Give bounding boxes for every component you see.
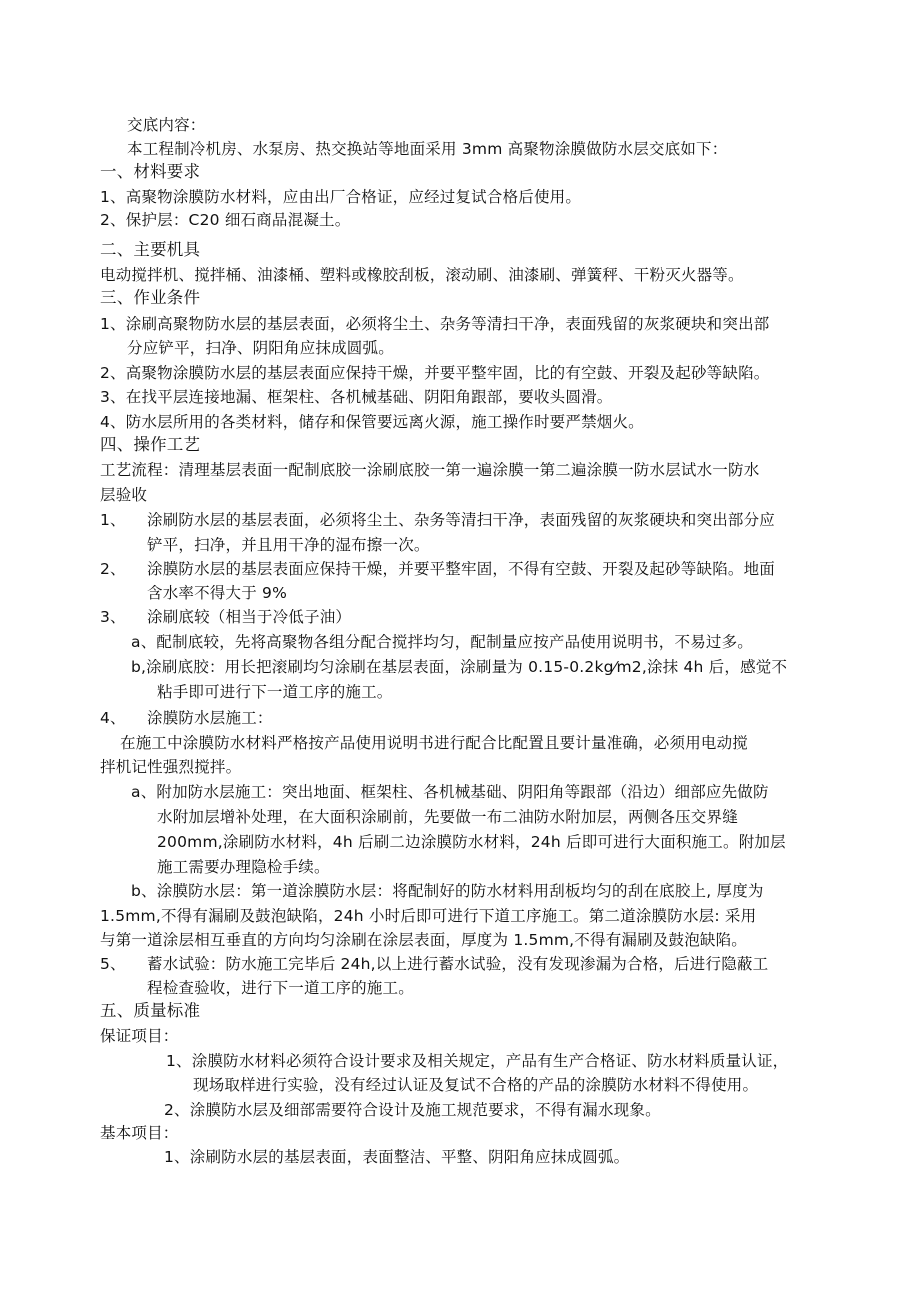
step-3-title: 涂刷底较（相当于冷低子油） <box>147 608 352 626</box>
step-2-line-2: 含水率不得大于 9% <box>147 584 288 602</box>
guarantee-item-1-line-2: 现场取样进行实验，没有经过认证及复试不合格的产品的涂膜防水材料不得使用。 <box>193 1076 759 1094</box>
step-4-item-a-line-4: 施工需要办理隐检手续。 <box>157 858 330 876</box>
step-2-number: 2、 <box>100 560 126 578</box>
section-3-item-1-line-1: 1、涂刷高聚物防水层的基层表面，必须将尘土、杂务等清扫干净，表面残留的灰浆硬块和突出部 <box>100 315 770 333</box>
section-3-item-1-line-2: 分应铲平，扫净、阴阳角应抹成圆弧。 <box>127 339 394 357</box>
basic-label: 基本项目： <box>100 1124 179 1142</box>
step-4-item-b-line-1: b、涂膜防水层：第一道涂膜防水层：将配制好的防水材料用刮板均匀的刮在底胶上, 厚度为 <box>131 882 764 900</box>
basic-item-1: 1、涂刷防水层的基层表面，表面整洁、平整、阴阳角应抹成圆弧。 <box>164 1148 630 1166</box>
section-4-title: 四、操作工艺 <box>100 435 201 454</box>
section-5-title: 五、质量标准 <box>100 1001 201 1020</box>
step-4-item-b-line-2: 1.5mm,不得有漏刷及鼓泡缺陷，24h 小时后即可进行下道工序施工。第二道涂膜防水层: 采用 <box>100 907 757 925</box>
step-4-para-line-1: 在施工中涂膜防水材料严格按产品使用说明书进行配合比配置且要计量准确，必须用电动搅 <box>120 734 749 752</box>
section-1-item-1: 1、高聚物涂膜防水材料，应由出厂合格证，应经过复试合格后使用。 <box>100 188 582 206</box>
step-4-item-a-line-2: 水附加层增补处理，在大面积涂刷前，先要做一布二油防水附加层，两侧各压交界缝 <box>157 808 738 826</box>
step-1-number: 1、 <box>100 511 126 529</box>
step-4-item-a-line-3: 200mm,涂刷防水材料，4h 后刷二边涂膜防水材料，24h 后即可进行大面积施工。附加层 <box>157 833 786 851</box>
section-3-item-3: 3、在找平层连接地漏、框架柱、各机械基础、阴阳角跟部，要收头圆滑。 <box>100 388 613 406</box>
step-2-line-1: 涂膜防水层的基层表面应保持干燥，并要平整牢固，不得有空鼓、开裂及起砂等缺陷。地面 <box>147 560 776 578</box>
step-5-line-2: 程检查验收，进行下一道工序的施工。 <box>147 979 414 997</box>
intro-label: 交底内容： <box>127 116 206 134</box>
section-1-item-2: 2、保护层：C20 细石商品混凝土。 <box>100 211 351 229</box>
guarantee-item-2: 2、涂膜防水层及细部需要符合设计及施工规范要求，不得有漏水现象。 <box>164 1101 661 1119</box>
section-1-title: 一、材料要求 <box>100 162 201 181</box>
guarantee-item-1-line-1: 1、涂膜防水材料必须符合设计要求及相关规定，产品有生产合格证、防水材料质量认证， <box>166 1052 789 1070</box>
step-4-para-line-2: 拌机记性强烈搅拌。 <box>100 758 242 776</box>
section-3-title: 三、作业条件 <box>100 288 201 307</box>
intro-text: 本工程制冷机房、水泵房、热交换站等地面采用 3mm 高聚物涂膜做防水层交底如下： <box>127 140 728 158</box>
step-3-item-b-line-1: b,涂刷底胶：用长把滚刷均匀涂刷在基层表面，涂刷量为 0.15-0.2kg⁄m2,涂抹 4h 后，感觉不 <box>131 658 788 676</box>
step-3-number: 3、 <box>100 608 126 626</box>
process-flow-line-2: 层验收 <box>100 486 148 504</box>
step-4-item-b-line-3: 与第一道涂层相互垂直的方向均匀涂刷在涂层表面，厚度为 1.5mm,不得有漏刷及鼓泡缺陷。 <box>100 931 748 949</box>
step-1-line-2: 铲平，扫净，并且用干净的湿布擦一次。 <box>147 536 430 554</box>
section-3-item-2: 2、高聚物涂膜防水层的基层表面应保持干燥，并要平整牢固，比的有空鼓、开裂及起砂等缺陷。 <box>100 364 770 382</box>
step-5-number: 5、 <box>100 955 126 973</box>
step-4-title: 涂膜防水层施工： <box>147 709 273 727</box>
section-3-item-4: 4、防水层所用的各类材料，储存和保管要远离火源，施工操作时要严禁烟火。 <box>100 413 644 431</box>
guarantee-label: 保证项目： <box>100 1027 179 1045</box>
step-4-number: 4、 <box>100 709 126 727</box>
step-4-item-a-line-1: a、附加防水层施工：突出地面、框架柱、各机械基础、阴阳角等跟部（沿边）细部应先做防 <box>131 783 769 801</box>
section-2-title: 二、主要机具 <box>100 240 201 259</box>
section-2-text: 电动搅拌机、搅拌桶、油漆桶、塑料或橡胶刮板，滚动刷、油漆刷、弹簧秤、干粉灭火器等。 <box>100 266 744 284</box>
step-1-line-1: 涂刷防水层的基层表面，必须将尘土、杂务等清扫干净，表面残留的灰浆硬块和突出部分应 <box>147 511 776 529</box>
step-3-item-a: a、配制底较，先将高聚物各组分配合搅拌均匀，配制量应按产品使用说明书，不易过多。 <box>131 633 754 651</box>
step-5-line-1: 蓄水试验：防水施工完毕后 24h,以上进行蓄水试验，没有发现渗漏为合格，后进行隐蔽工 <box>147 955 769 973</box>
process-flow-line-1: 工艺流程：清理基层表面一配制底胶一涂刷底胶一第一遍涂膜一第二遍涂膜一防水层试水一防水 <box>100 461 760 479</box>
step-3-item-b-line-2: 粘手即可进行下一道工序的施工。 <box>157 683 393 701</box>
